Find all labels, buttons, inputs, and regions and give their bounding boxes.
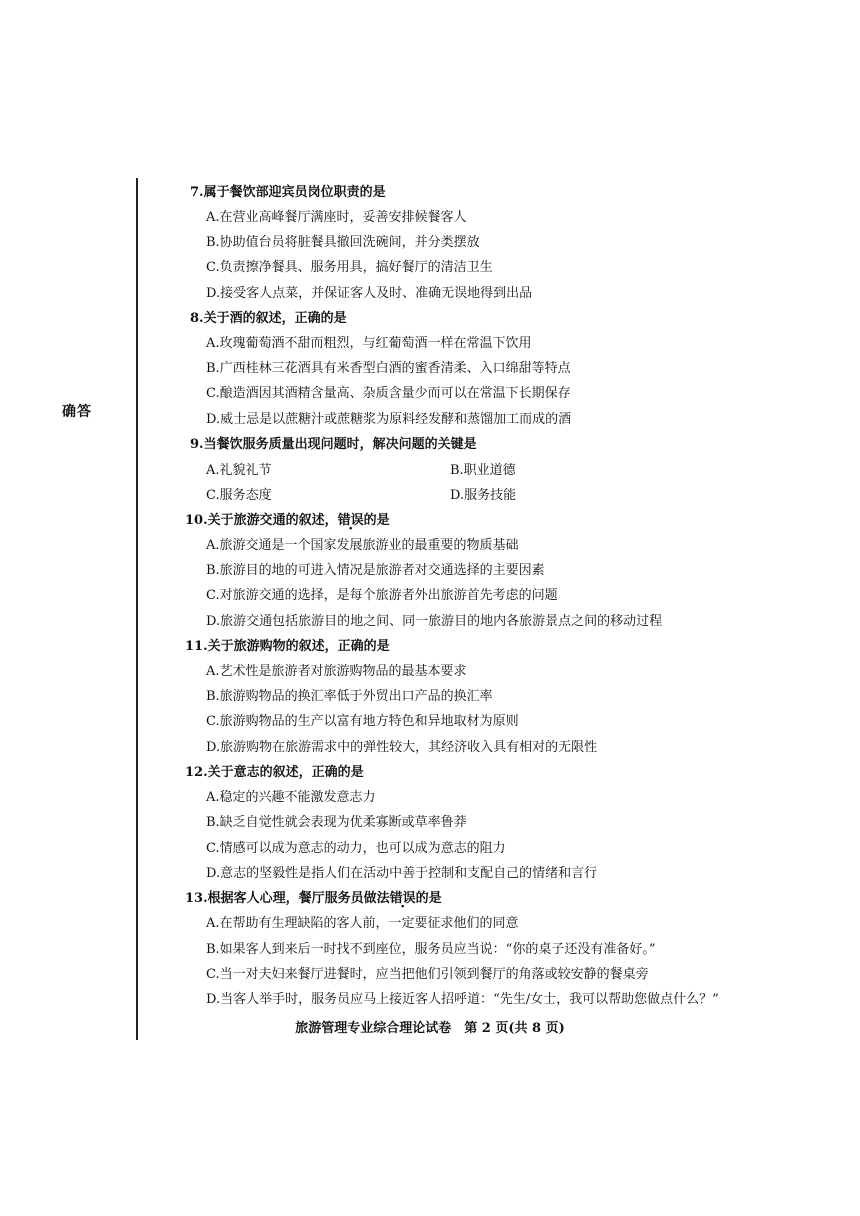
- question-13-option-b: B.如果客人到来后一时找不到座位，服务员应当说：“你的桌子还没有准备好。”: [206, 942, 656, 957]
- question-13-option-d: D.当客人举手时，服务员应马上接近客人招呼道：“先生/女士，我可以帮助您做点什么？”: [206, 992, 719, 1007]
- question-11-option-d: D.旅游购物在旅游需求中的弹性较大，其经济收入具有相对的无限性: [206, 740, 598, 755]
- question-12-option-d: D.意志的坚毅性是指人们在活动中善于控制和支配自己的情绪和言行: [206, 866, 598, 881]
- question-7-option-d: D.接受客人点菜，并保证客人及时、准确无误地得到出品: [206, 286, 533, 301]
- question-8-option-d: D.威士忌是以蔗糖汁或蔗糖浆为原料经发酵和蒸馏加工而成的酒: [206, 412, 572, 427]
- question-9-option-d: D.服务技能: [450, 488, 517, 503]
- question-13-stem: [185, 887, 442, 906]
- question-10-stem: [185, 509, 390, 528]
- question-10-option-c: C.对旅游交通的选择，是每个旅游者外出旅游首先考虑的问题: [206, 588, 558, 603]
- question-12-option-b: B.缺乏自觉性就会表现为优柔寡断或草率鲁莽: [206, 815, 467, 830]
- question-7-stem: 7.属于餐饮部迎宾员岗位职责的是: [190, 185, 386, 200]
- question-8-option-c: C.酿造酒因其酒精含量高、杂质含量少而可以在常温下长期保存: [206, 386, 571, 401]
- question-10-option-b: B.旅游目的地的可进入情况是旅游者对交通选择的主要因素: [206, 563, 545, 578]
- question-8-option-a: A.玫瑰葡萄酒不甜而粗烈，与红葡萄酒一样在常温下饮用: [206, 336, 532, 351]
- question-11-option-b: B.旅游购物品的换汇率低于外贸出口产品的换汇率: [206, 689, 493, 704]
- question-12-stem: 12.关于意志的叙述，正确的是: [185, 765, 364, 780]
- question-10-option-d: D.旅游交通包括旅游目的地之间、同一旅游目的地内各旅游景点之间的移动过程: [206, 614, 663, 629]
- question-8-stem: 8.关于酒的叙述，正确的是: [190, 311, 347, 326]
- stem-text: 的是: [363, 513, 390, 528]
- question-13-option-a: A.在帮助有生理缺陷的客人前，一定要征求他们的同意: [206, 916, 519, 931]
- question-12-option-c: C.情感可以成为意志的动力，也可以成为意志的阻力: [206, 841, 506, 856]
- question-7-option-c: C.负责擦净餐具、服务用具，搞好餐厅的清洁卫生: [206, 260, 493, 275]
- question-10-option-a: A.旅游交通是一个国家发展旅游业的最重要的物质基础: [206, 538, 519, 553]
- stem-text: 13.根据客人心理，餐厅服务员做法: [185, 891, 390, 906]
- question-9-option-c: C.服务态度: [206, 488, 272, 503]
- question-7-option-a: A.在营业高峰餐厅满座时，妥善安排候餐客人: [206, 210, 467, 225]
- question-13-option-c: C.当一对夫妇来餐厅进餐时，应当把他们引领到餐厅的角落或较安静的餐桌旁: [206, 967, 649, 982]
- question-8-option-b: B.广西桂林三花酒具有米香型白酒的蜜香清柔、入口绵甜等特点: [206, 361, 571, 376]
- page-footer: 旅游管理专业综合理论试卷 第 2 页(共 8 页): [295, 1021, 565, 1036]
- emphasis-word: 错误: [389, 891, 416, 906]
- stem-text: 的是: [415, 891, 442, 906]
- question-11-option-a: A.艺术性是旅游者对旅游购物品的最基本要求: [206, 664, 467, 679]
- question-12-option-a: A.稳定的兴趣不能激发意志力: [206, 790, 376, 805]
- question-7-option-b: B.协助值台员将脏餐具撤回洗碗间，并分类摆放: [206, 235, 480, 250]
- binding-margin-line: [136, 178, 138, 1040]
- question-9-option-b: B.职业道德: [450, 463, 516, 478]
- margin-note: 确答: [62, 404, 92, 420]
- question-9-stem: 9.当餐饮服务质量出现问题时，解决问题的关键是: [190, 437, 477, 452]
- stem-text: 10.关于旅游交通的叙述，: [185, 513, 338, 528]
- emphasis-word: 错误: [337, 513, 364, 528]
- question-11-option-c: C.旅游购物品的生产以富有地方特色和异地取材为原则: [206, 714, 519, 729]
- question-11-stem: 11.关于旅游购物的叙述，正确的是: [185, 639, 390, 654]
- question-9-option-a: A.礼貌礼节: [206, 463, 272, 478]
